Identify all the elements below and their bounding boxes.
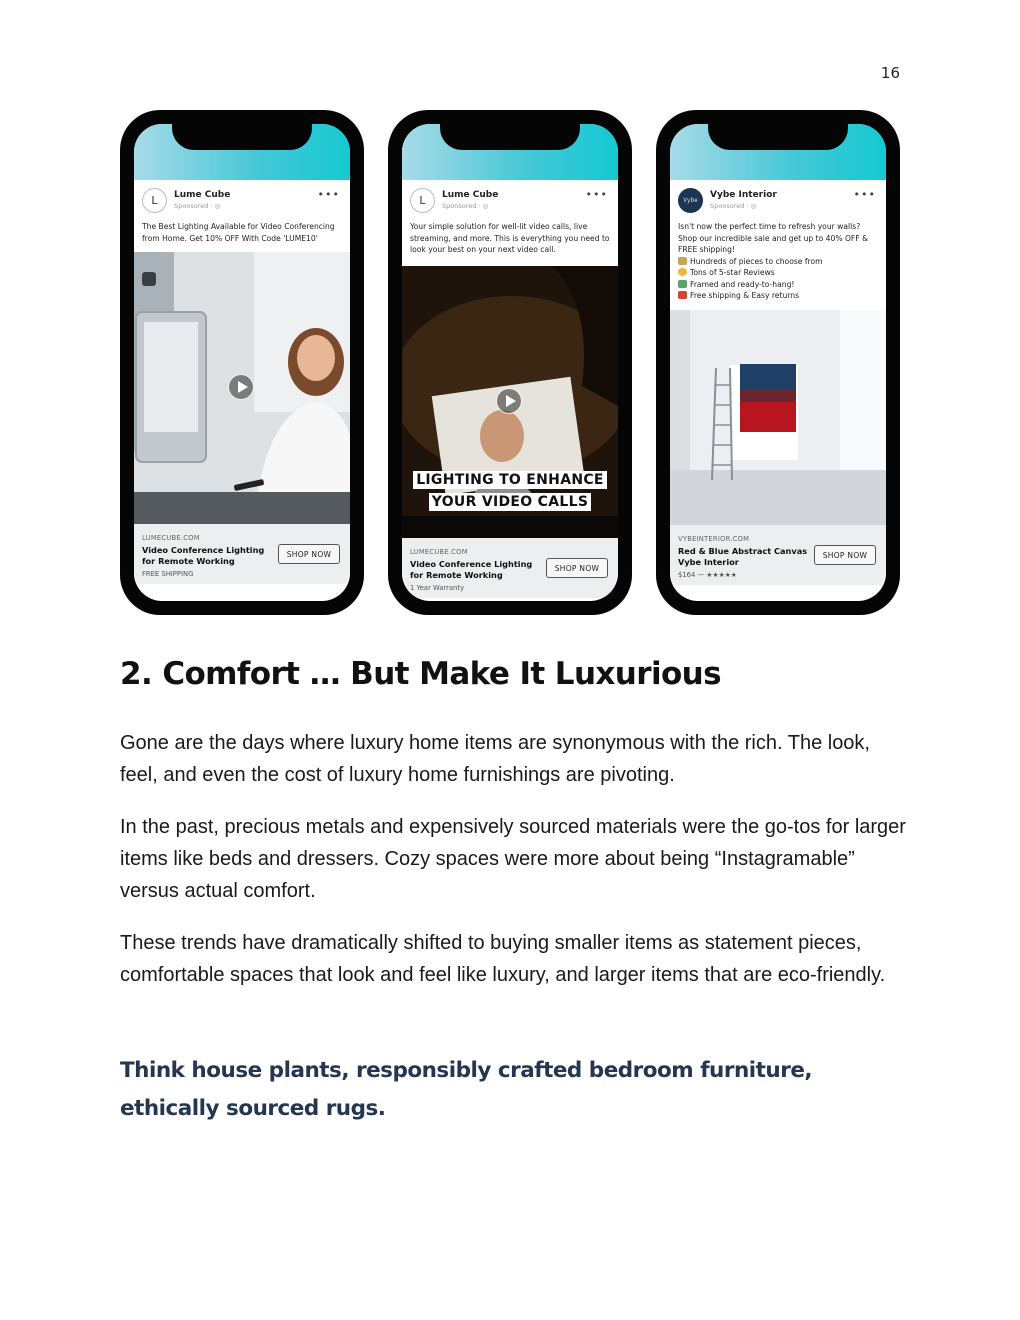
ad-copy-intro: Isn't now the perfect time to refresh your walls? Shop our incredible sale and get up to 40% OFF & FREE shipping!: [678, 222, 868, 254]
globe-icon: ◎: [750, 202, 757, 210]
ad-domain: LUMECUBE.COM: [142, 534, 200, 542]
body-paragraph: Gone are the days where luxury home items are synonymous with the rich. The look, feel, and even the cost of luxury home furnishings are pivoting.: [120, 732, 870, 786]
brand-name[interactable]: Lume Cube: [442, 190, 499, 200]
brand-name[interactable]: Vybe Interior: [710, 190, 777, 200]
video-caption-line-2: YOUR VIDEO CALLS: [429, 493, 591, 511]
phone-mockup-lume-cube-2: [388, 110, 632, 615]
ad-description: 1 Year Warranty: [410, 584, 465, 592]
ad-cta-bar[interactable]: [670, 525, 886, 585]
ad-bullet: Framed and ready-to-hang!: [678, 279, 878, 291]
ad-copy: [678, 221, 878, 302]
post-header: [678, 188, 878, 214]
brand-avatar[interactable]: L: [410, 188, 435, 213]
shop-now-button[interactable]: SHOP NOW: [546, 558, 608, 578]
ad-description: $164 — ★★★★★: [678, 571, 737, 579]
palette-icon: [678, 257, 687, 265]
shop-now-button[interactable]: SHOP NOW: [814, 545, 876, 565]
section-heading: 2. Comfort … But Make It Luxurious: [120, 656, 722, 692]
highlight-callout: Think house plants, responsibly crafted bedroom furniture, ethically sourced rugs.: [120, 1058, 813, 1121]
play-icon[interactable]: [228, 374, 254, 400]
ad-video[interactable]: [134, 252, 350, 524]
video-caption-line-1: LIGHTING TO ENHANCE: [413, 471, 607, 489]
delivery-truck-icon: [678, 291, 687, 299]
sponsored-label: Sponsored · ◎: [442, 202, 489, 210]
phone-notch: [440, 124, 580, 150]
body-paragraph: In the past, precious metals and expensively sourced materials were the go-tos for larger items like beds and dressers. Cozy spaces were more about being “Instagramable” versus actual comfort.: [120, 816, 906, 902]
globe-icon: ◎: [214, 202, 221, 210]
shop-now-button[interactable]: SHOP NOW: [278, 544, 340, 564]
phone-mockup-lume-cube-1: [120, 110, 364, 615]
smiley-icon: [678, 268, 687, 276]
ad-headline: Video Conference Lighting for Remote Working: [142, 545, 265, 566]
more-options-icon[interactable]: •••: [853, 188, 876, 201]
video-caption: [402, 469, 618, 513]
ad-domain: VYBEINTERIOR.COM: [678, 535, 750, 543]
brand-avatar[interactable]: L: [142, 188, 167, 213]
phone-mockup-vybe-interior: [656, 110, 900, 615]
ad-copy: Your simple solution for well-lit video calls, live streaming, and more. This is everything you need to look your best on your next video call.: [410, 222, 610, 254]
ad-cta-bar[interactable]: [402, 538, 618, 598]
phone-notch: [172, 124, 312, 150]
phone-screen: [134, 124, 350, 601]
page-number: 16: [880, 64, 900, 82]
ad-domain: LUMECUBE.COM: [410, 548, 468, 556]
brand-avatar[interactable]: Vybe: [678, 188, 703, 213]
phone-screen: [670, 124, 886, 601]
phone-notch: [708, 124, 848, 150]
framed-picture-icon: [678, 280, 687, 288]
more-options-icon[interactable]: •••: [317, 188, 340, 201]
ad-headline: Red & Blue Abstract Canvas Vybe Interior: [678, 546, 808, 567]
sponsored-label: Sponsored · ◎: [710, 202, 757, 210]
globe-icon: ◎: [482, 202, 489, 210]
ad-bullet: Hundreds of pieces to choose from: [678, 256, 878, 268]
ad-cta-bar[interactable]: [134, 524, 350, 584]
post-header: [410, 188, 610, 214]
body-paragraph: These trends have dramatically shifted to buying smaller items as statement pieces, comfortable spaces that look and feel like luxury, and larger items that are eco-friendly.: [120, 932, 886, 986]
ad-bullet: Free shipping & Easy returns: [678, 290, 878, 302]
gallery-room-with-canvas: [670, 310, 886, 525]
ad-description: FREE SHIPPING: [142, 570, 194, 578]
brand-name[interactable]: Lume Cube: [174, 190, 231, 200]
ad-headline: Video Conference Lighting for Remote Working: [410, 559, 533, 580]
ad-bullet: Tons of 5-star Reviews: [678, 267, 878, 279]
ad-image[interactable]: [670, 310, 886, 525]
more-options-icon[interactable]: •••: [585, 188, 608, 201]
ad-examples: [120, 110, 901, 615]
sponsored-label: Sponsored · ◎: [174, 202, 221, 210]
ad-copy: The Best Lighting Available for Video Conferencing from Home. Get 10% OFF With Code 'LUME10': [142, 222, 335, 243]
phone-screen: [402, 124, 618, 601]
post-header: [142, 188, 342, 214]
play-icon[interactable]: [496, 388, 522, 414]
